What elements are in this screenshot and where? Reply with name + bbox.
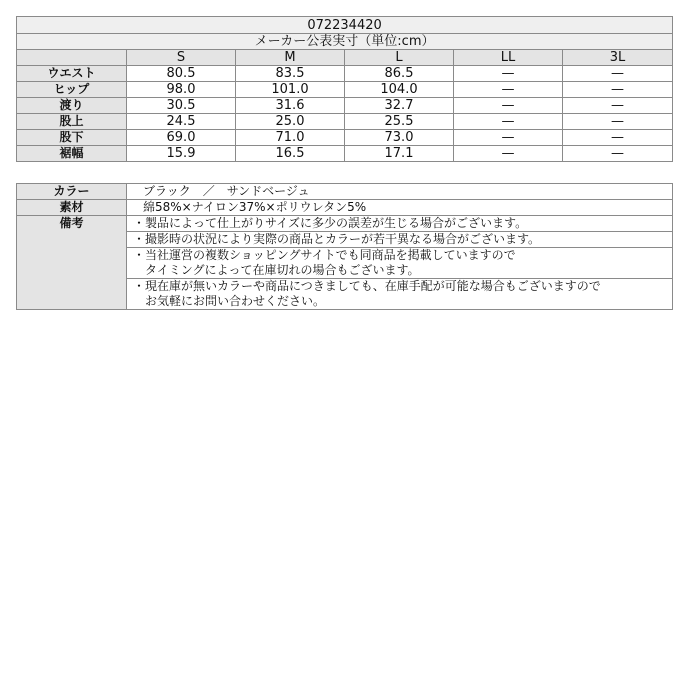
cell-value: 25.5 xyxy=(345,114,454,130)
cell-value: — xyxy=(563,114,673,130)
cell-value: 98.0 xyxy=(127,82,236,98)
material-row xyxy=(17,200,673,216)
cell-value: 80.5 xyxy=(127,66,236,82)
cell-value: 16.5 xyxy=(236,146,345,162)
note-item xyxy=(127,279,673,310)
cell-value: 17.1 xyxy=(345,146,454,162)
cell-value: 24.5 xyxy=(127,114,236,130)
note-line: お気軽にお問い合わせください。 xyxy=(133,294,326,308)
product-code: 072234420 xyxy=(17,17,673,34)
cell-value: — xyxy=(563,146,673,162)
size-header-row xyxy=(17,50,673,66)
cell-value: 101.0 xyxy=(236,82,345,98)
cell-value: 83.5 xyxy=(236,66,345,82)
table-row xyxy=(17,114,673,130)
note-line: ・当社運営の複数ショッピングサイトでも同商品を掲載していますので xyxy=(133,248,516,262)
table-row xyxy=(17,130,673,146)
material-label: 素材 xyxy=(17,200,127,216)
cell-value: 32.7 xyxy=(345,98,454,114)
cell-value: 31.6 xyxy=(236,98,345,114)
row-label: 股上 xyxy=(17,114,127,130)
size-header-ll: LL xyxy=(454,50,563,66)
size-table xyxy=(16,16,673,162)
note-item xyxy=(127,232,673,248)
cell-value: — xyxy=(454,66,563,82)
table-row xyxy=(17,146,673,162)
size-header-s: S xyxy=(127,50,236,66)
table-row xyxy=(17,98,673,114)
cell-value: — xyxy=(563,98,673,114)
cell-value: — xyxy=(563,82,673,98)
color-label: カラー xyxy=(17,184,127,200)
cell-value: — xyxy=(454,98,563,114)
note-line: ・撮影時の状況により実際の商品とカラーが若干異なる場合がございます。 xyxy=(133,232,541,246)
size-header-blank xyxy=(17,50,127,66)
note-item xyxy=(127,248,673,279)
product-info-table xyxy=(16,183,673,310)
material-value: 綿58%×ナイロン37%×ポリウレタン5% xyxy=(127,200,673,216)
note-item xyxy=(127,216,673,232)
row-label: ヒップ xyxy=(17,82,127,98)
cell-value: — xyxy=(454,114,563,130)
cell-value: — xyxy=(563,130,673,146)
row-label: 股下 xyxy=(17,130,127,146)
size-header-m: M xyxy=(236,50,345,66)
table-row xyxy=(17,66,673,82)
row-label: ウエスト xyxy=(17,66,127,82)
size-header-3l: 3L xyxy=(563,50,673,66)
note-line: タイミングによって在庫切れの場合もございます。 xyxy=(133,263,420,277)
note-line: ・製品によって仕上がりサイズに多少の誤差が生じる場合がございます。 xyxy=(133,216,528,230)
notes-label: 備考 xyxy=(17,216,127,310)
cell-value: — xyxy=(454,146,563,162)
color-value: ブラック ／ サンドベージュ xyxy=(127,184,673,200)
cell-value: 25.0 xyxy=(236,114,345,130)
row-label: 裾幅 xyxy=(17,146,127,162)
cell-value: 104.0 xyxy=(345,82,454,98)
cell-value: — xyxy=(454,130,563,146)
color-row xyxy=(17,184,673,200)
cell-value: 30.5 xyxy=(127,98,236,114)
row-label: 渡り xyxy=(17,98,127,114)
cell-value: 86.5 xyxy=(345,66,454,82)
notes-row xyxy=(17,216,673,232)
table-row xyxy=(17,82,673,98)
cell-value: 69.0 xyxy=(127,130,236,146)
cell-value: — xyxy=(563,66,673,82)
cell-value: 15.9 xyxy=(127,146,236,162)
cell-value: — xyxy=(454,82,563,98)
size-header-l: L xyxy=(345,50,454,66)
size-table-title: メーカー公表実寸（単位:cm） xyxy=(17,34,673,50)
cell-value: 71.0 xyxy=(236,130,345,146)
cell-value: 73.0 xyxy=(345,130,454,146)
note-line: ・現在庫が無いカラーや商品につきましても、在庫手配が可能な場合もございますので xyxy=(133,279,601,293)
